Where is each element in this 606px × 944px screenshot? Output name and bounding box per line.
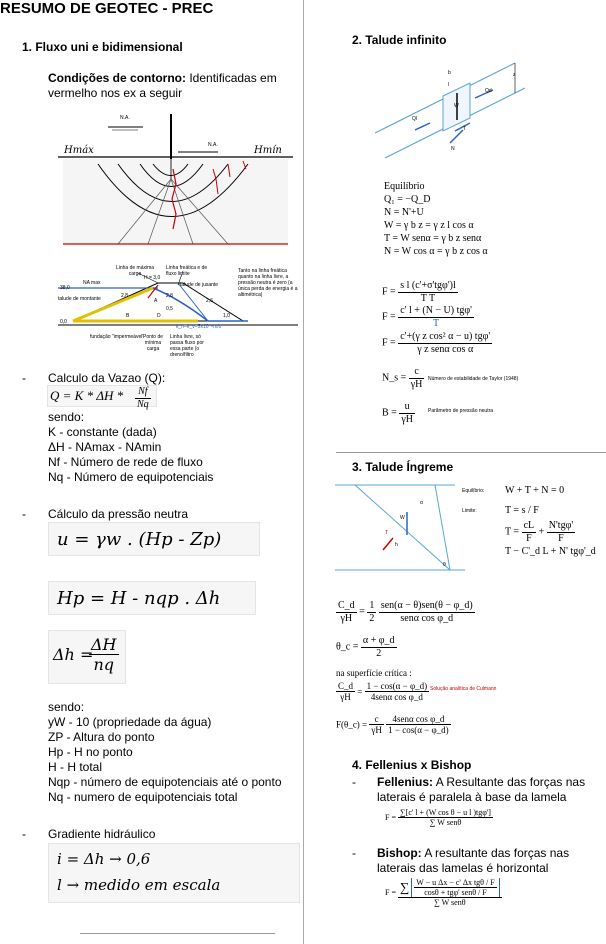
steep-eq-3-den2: F: [558, 533, 564, 544]
steep-slope-figure: [335, 480, 465, 575]
dam-upstream-label: talude de montante: [58, 296, 101, 302]
dam-v38: 38,0: [60, 285, 70, 291]
gradient-hand: [48, 843, 300, 903]
ft-c-den: γH: [371, 725, 382, 735]
thc-num: α + φ_d: [362, 635, 395, 646]
cd-lhs-num: C_d: [338, 600, 355, 611]
fs2-den: T: [433, 318, 440, 329]
slope-w: W: [454, 103, 459, 109]
flow-var-nf: Nf - Número de rede de fluxo: [48, 455, 203, 469]
cd-half-num: 1: [369, 600, 375, 611]
fellenius-text: A Resultante das forças nas laterais é paralela à base da lamela: [377, 775, 586, 804]
flow-heading: Calculo da Vazao (Q):: [48, 371, 166, 385]
pressure-hand-2: Hp = H - nqp . Δh: [48, 581, 256, 615]
dam-v10: 1,0: [223, 313, 230, 319]
ns-formula: [382, 366, 424, 391]
flow-var-dh: ΔH - NAmax - NAmin: [48, 440, 162, 454]
ft-c-num: c: [369, 714, 383, 725]
bis-num-wrap: ∑ $\frac{\text{W − u Δx − c' Δx tgθ / F}}{\text{cosθ + tgφ' senθ / F}}$: [398, 878, 502, 898]
fellenius-formula: [385, 808, 493, 827]
dam-downstream-label: talude de jusante: [180, 282, 219, 288]
eq-line-5: N = W cos α = γ b z cos α: [384, 246, 488, 257]
left-bottom-rule: [80, 933, 275, 934]
dam-free-line: Linha livre, só passa fluxo por essa parte (o dreno/filtro: [170, 334, 204, 358]
steep-w: W: [400, 515, 405, 521]
pressure-hand-3: [48, 630, 126, 684]
dam-v05: 0,5: [166, 306, 173, 312]
cd-eq: =: [359, 606, 365, 618]
infinite-slope-equations: [384, 180, 488, 258]
fs2-frac: [398, 305, 474, 330]
steep-eq-3-frac2: [547, 520, 575, 545]
bis-lhs: F =: [385, 888, 396, 897]
cd2-formula: $\frac{C\_d}{\gamma H}$ = $\frac{1 - \cos(\alpha - \varphi\_d)}{\text{4senα cos φ\_d}}$: [338, 681, 428, 702]
dam-na-max: NA max: [83, 280, 101, 286]
gradient-hand-2: l → medido em escala: [57, 876, 221, 894]
pressure-hand-3-frac: [89, 635, 119, 674]
pressure-hand-3-lhs: Δh =: [53, 645, 94, 664]
pressure-var-zp: ZP - Altura do ponto: [48, 730, 155, 744]
ns-den: γH: [410, 379, 423, 390]
b-den: γH: [401, 414, 413, 425]
ns-label: Número de estabilidade de Taylor (1948): [428, 376, 519, 382]
cd-half-frac: [367, 600, 376, 625]
contour-text: Identificadas em vermelho nos ex a seguir: [48, 71, 277, 100]
cd2-lhs-den: γH: [340, 692, 351, 702]
cd-num: sen(α − θ)sen(θ − φ_d): [380, 600, 473, 611]
steep-t: T: [385, 530, 389, 536]
b-num: u: [399, 401, 415, 414]
dam-phreatic-line: Linha freática e de fluxo limite: [166, 265, 208, 277]
ft-frac: [386, 714, 451, 735]
ft-lhs: F(θ_c) =: [336, 719, 368, 730]
dam-point-b: B: [126, 313, 130, 319]
right-rule-1: [336, 452, 606, 453]
eq-line-3: W = γ b z = γ z l cos α: [384, 220, 474, 231]
cd2-den: 4senα cos φ_d: [370, 692, 423, 702]
fig1-hmin-label: Hmín: [254, 145, 282, 156]
dam-v26: 2,6: [206, 298, 213, 304]
gradient-hand-1: i = Δh → 0,6: [57, 850, 151, 868]
flow-net-figure: [58, 109, 293, 259]
contour-conditions: [48, 71, 288, 101]
cd-main-frac: [379, 600, 475, 625]
bishop-bullet: -: [352, 846, 356, 860]
contour-label: Condições de contorno:: [48, 71, 186, 85]
ft-formula: [336, 714, 451, 735]
flow-sendo: sendo:: [48, 410, 85, 424]
fs-formula-1: F = $\frac{\text{s l (c'+σ'tgφ')l}}{\text{T T}}$: [382, 280, 456, 304]
steep-eq-1: W + T + N = 0: [505, 485, 565, 496]
pressure-hand-3-den: nq: [93, 655, 115, 674]
thc-lhs: θ_c =: [336, 641, 359, 653]
steep-eq-3-den1: F: [526, 533, 532, 544]
slope-l: l: [448, 82, 450, 88]
bis-inner-frac: [411, 878, 499, 897]
cd-lhs-frac: [336, 600, 357, 625]
pressure-var-nq: Nq - numero de equipotenciais total: [48, 790, 238, 804]
bis-den: ∑ W senθ: [434, 898, 466, 907]
gradient-heading: Gradiente hidráulico: [48, 827, 156, 841]
cd2-lhs-num: C_d: [338, 681, 354, 691]
b-frac: [399, 401, 415, 426]
pressure-var-hp: Hp - H no ponto: [48, 745, 133, 759]
fs3-num: c'+(γ z cos² α − u) tgφ': [400, 331, 491, 342]
steep-eq-3-lhs: T =: [505, 526, 520, 538]
cd2-num: 1 − cos(α − φ_d): [366, 681, 428, 691]
ft-c-frac: [369, 714, 383, 735]
bishop-desc: [377, 846, 602, 876]
dam-figure: [58, 263, 298, 363]
steep-eq-3-num2: N'tgφ': [548, 520, 574, 531]
pressure-var-nqp: Nqp - número de equipotenciais até o ponto: [48, 775, 282, 789]
fellenius-label: Fellenius:: [377, 775, 434, 789]
fig1-hmax-label: Hmáx: [64, 145, 94, 156]
pressure-vars: [48, 700, 293, 805]
steep-eq-2: T = s / F: [505, 505, 539, 516]
bis-inner-den: cosθ + tgφ' senθ / F: [424, 888, 487, 897]
flow-bullet: -: [22, 371, 26, 385]
culmann-label: Solução analítica de Culmann: [430, 686, 497, 692]
bishop-text: A resultante das forças nas laterais das lamelas é horizontal: [377, 846, 570, 875]
steep-eq-label-1: Equilíbrio:: [462, 488, 485, 494]
steep-eq-3: T = $\frac{cL}{F}$ + $\frac{\text{N'tgφ'}}{F}$: [505, 520, 574, 544]
slope-n: N: [451, 146, 455, 152]
dam-point-a: A: [154, 298, 158, 304]
fs3-frac: [398, 331, 492, 356]
steep-slope-drawing: [335, 480, 465, 575]
steep-eq-3-num1: cL: [523, 520, 535, 531]
fig1-na-label: N.A.: [120, 115, 130, 121]
cd2-frac: [365, 681, 430, 702]
section-4-heading: 4. Fellenius x Bishop: [352, 758, 472, 772]
section-2-heading: 2. Talude infinito: [352, 33, 447, 47]
fs-formula-2: F = $\frac{\text{c' l + (N − U) tgφ'}}{T}$: [382, 305, 472, 329]
dam-right-note: Tanto na linha freática quanto na linha livre, a pressão neutra é zero (a única perda de energia é a altimétrica): [238, 268, 298, 298]
fs-formula-3: F = $\frac{\text{c'+(γ z cos² α − u) tgφ'}}{\text{γ z senα cos α}}$: [382, 331, 491, 355]
b-lhs: B =: [382, 407, 397, 419]
cd-half-den: 2: [369, 613, 375, 624]
fel-frac: [398, 808, 493, 827]
dam-min-point: Ponto de mínima carga: [142, 334, 164, 352]
steep-alpha: α: [420, 500, 423, 506]
fig1-na-label-2: N.A.: [208, 142, 218, 148]
dam-max-load-line: Linha de máxima carga: [115, 265, 155, 277]
cd-formula: [336, 600, 475, 625]
steep-eq-3-frac1: [522, 520, 537, 545]
pressure-sendo: sendo:: [48, 700, 85, 714]
steep-eq-4: T − C'_d L + N' tgφ'_d: [505, 546, 596, 557]
fs2-num: c' l + (N − U) tgφ': [400, 305, 472, 316]
dam-point-d: D: [157, 313, 161, 319]
fs1-frac: [398, 280, 458, 305]
eq-line-1: Q₁ = −Q_D: [384, 194, 431, 205]
ns-frac: [409, 366, 425, 391]
bishop-formula: [385, 878, 502, 907]
fel-num: ∑[c' l + (W cos θ − u l )tgφ']: [399, 808, 491, 817]
fel-den: ∑ W senθ: [429, 818, 462, 827]
fs3-den: γ z senα cos α: [417, 344, 474, 355]
bishop-label: Bishop:: [377, 846, 422, 860]
fel-lhs: F =: [385, 813, 396, 822]
bis-inner-num: W − u Δx − c' Δx tgθ / F: [416, 878, 495, 887]
critical-surface-label: na superfície crítica :: [336, 668, 412, 678]
cd-den: senα cos φ_d: [400, 613, 454, 624]
pressure-bullet: -: [22, 507, 26, 521]
column-divider: [303, 0, 304, 944]
pressure-var-h: H - H total: [48, 760, 103, 774]
flow-net-drawing: [58, 109, 293, 259]
pressure-hand-1: u = γw . (Hp - Zp): [48, 522, 260, 556]
pressure-var-yw: yW - 10 (propriedade da água): [48, 715, 212, 729]
eq-line-4: T = W senα = γ b z senα: [384, 233, 482, 244]
ft-den: 1 − cos(α − φ_d): [388, 725, 449, 735]
steep-theta: θ: [443, 562, 446, 568]
section-3-heading: 3. Talude Íngreme: [352, 460, 454, 474]
gradient-bullet: -: [22, 827, 26, 841]
theta-c-formula: [336, 635, 397, 660]
flow-formula-frac: [135, 386, 151, 411]
dam-v28b: 2,8: [166, 293, 173, 299]
eq-line-2: N = N'+U: [384, 207, 424, 218]
fs1-num: s l (c'+σ'tgφ')l: [400, 280, 456, 291]
fs1-den: T T: [420, 293, 436, 304]
steep-h: h: [395, 542, 398, 548]
flow-formula-lhs: Q = K * ΔH *: [50, 388, 124, 403]
bis-frac: [398, 878, 502, 907]
b-label: Parâmetro de pressão neutra: [428, 408, 494, 414]
flow-formula-num: Nf: [135, 386, 151, 399]
cd2-lhs-frac: [336, 681, 355, 702]
flow-var-nq: Nq - Número de equipotenciais: [48, 470, 214, 484]
dam-h-value: H = 3,0: [144, 275, 161, 281]
flow-formula-den: Nq: [137, 399, 149, 410]
thc-frac: [361, 635, 397, 660]
thc-den: 2: [376, 648, 382, 659]
b-formula: [382, 401, 415, 426]
ns-num: c: [409, 366, 425, 379]
ns-lhs: N_s =: [382, 372, 407, 384]
cd-lhs-den: γH: [340, 613, 353, 624]
dam-foundation: fundação "impermeável": [90, 334, 145, 340]
slope-ql: Ql: [412, 116, 417, 122]
infinite-slope-figure: [375, 58, 525, 163]
flow-var-k: K - constante (dada): [48, 425, 157, 439]
dam-k-value: k_h=k_v=5x10⁻⁸m/s: [176, 324, 222, 330]
slope-z: z: [513, 72, 516, 78]
dam-v28a: 2,8: [121, 293, 128, 299]
fellenius-bullet: -: [352, 775, 356, 789]
section-1-heading: 1. Fluxo uni e bidimensional: [22, 40, 183, 54]
dam-v00: 0,0: [60, 319, 67, 325]
fellenius-desc: [377, 775, 602, 805]
eq-line-0: Equilíbrio: [384, 181, 425, 192]
slope-qd: Qd: [485, 88, 492, 94]
slope-b: b: [448, 70, 451, 76]
page-title: RESUMO DE GEOTEC - PREC: [0, 0, 214, 17]
pressure-hand-3-num: ΔH: [91, 635, 117, 654]
flow-vars: [48, 410, 288, 485]
flow-formula: [47, 385, 157, 410]
steep-eq-label-2: Limite:: [462, 508, 477, 514]
pressure-heading: Cálculo da pressão neutra: [48, 507, 189, 521]
ft-num: 4senα cos φ_d: [386, 714, 451, 725]
slope-t: T: [463, 126, 467, 132]
